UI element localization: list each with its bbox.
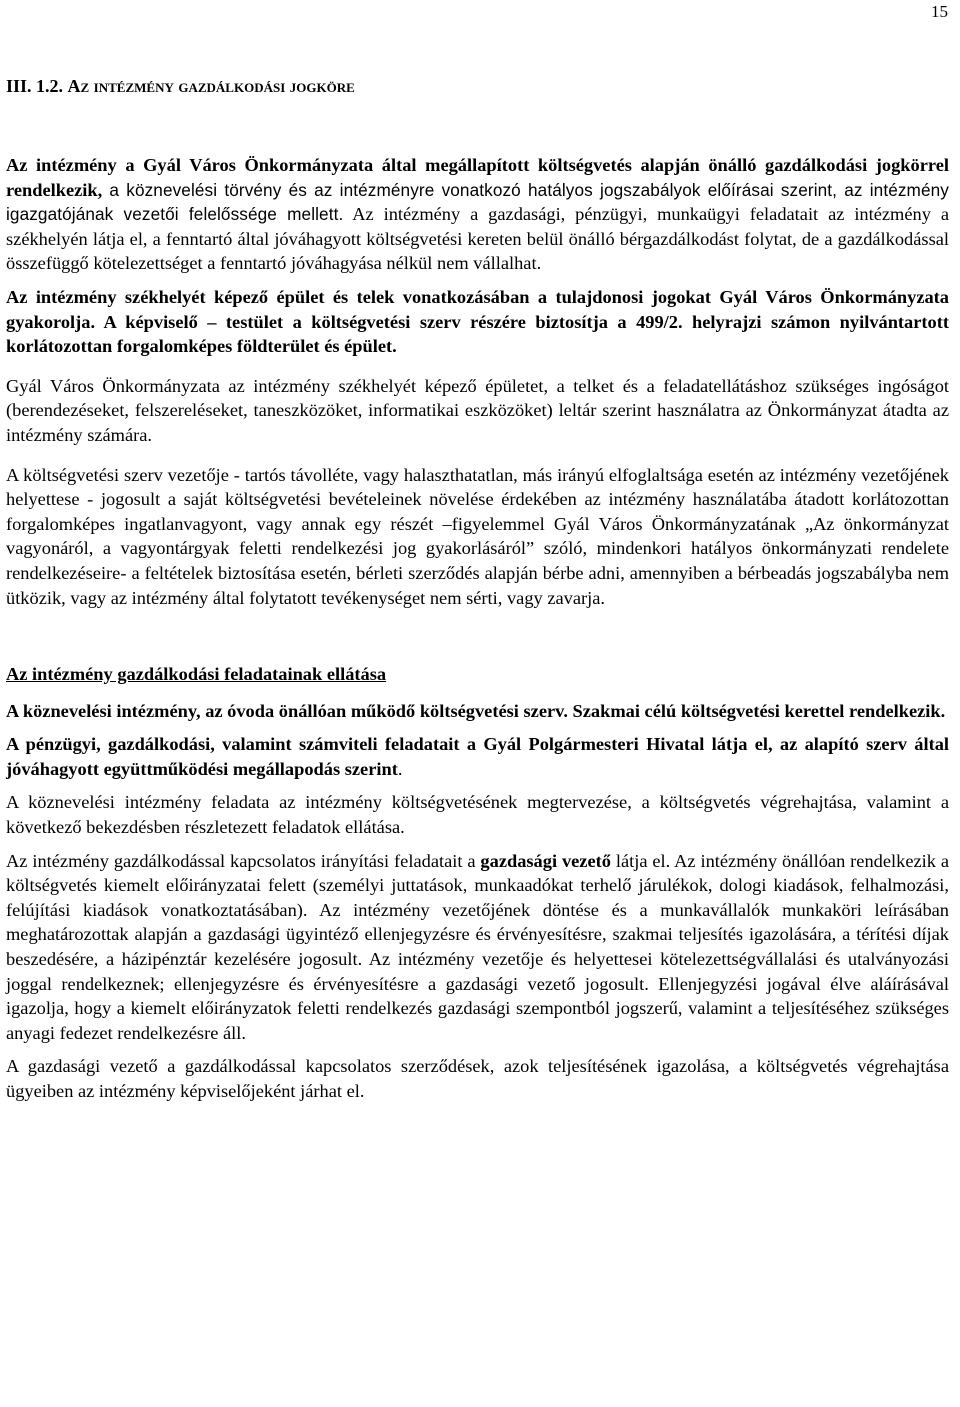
paragraph-financial-tasks bbox=[6, 732, 949, 781]
document-body bbox=[6, 153, 949, 1104]
paragraph-autonomy-rest: Az intézmény a gazdasági, pénzügyi, munkaügyi feladatait az intézmény a székhelyén látja el, a fenntartó által jóváhagyott költségvetési kereten belül önálló bérgazdálkodást folytat, de a gazdálkodással összefüggő kötelezettséget a fenntartó jóváhagyása nélkül nem vállalhat. bbox=[6, 204, 949, 274]
paragraph-economic-leader-bold: gazdasági vezető bbox=[480, 850, 611, 871]
paragraph-budget-status: A köznevelési intézmény, az óvoda önállóan működő költségvetési szerv. Szakmai célú költségvetési kerettel rendelkezik. bbox=[6, 700, 946, 721]
paragraph-representation: A gazdasági vezető a gazdálkodással kapcsolatos szerződések, azok teljesítésének igazolása, a költségvetés végrehajtása ügyeiben az intézmény képviselőjeként járhat el. bbox=[6, 1056, 949, 1101]
paragraph-leasing: A költségvetési szerv vezetője - tartós távolléte, vagy halaszthatatlan, más irányú elfoglaltsága esetén az intézmény vezetőjének helyettese - jogosult a saját költségvetési bevételeinek növelése érdekében az intézmény használatába átadott korlátozottan forgalomképes ingatlanvagyont, vagy annak egy részét –figyelemmel Gyál Város Önkormányzatának „Az önkormányzat vagyonáról, a vagyontárgyak feletti rendelkezési jog gyakorlásáról” szóló, mindenkori hatályos önkormányzati rendelete rendelkezéseire- a feltételek biztosítása esetén, bérleti szerződés alapján bérbe adni, amennyiben a bérbeadás jogszabályba nem ütközik, vagy az intézmény által folytatott tevékenységet nem sérti, vagy zavarja. bbox=[6, 464, 949, 608]
paragraph-economic-leader-before: Az intézmény gazdálkodással kapcsolatos irányítási feladatait a bbox=[6, 850, 481, 871]
section-title-text: Az intézmény gazdálkodási jogköre bbox=[67, 76, 355, 96]
paragraph-autonomy-bold: Az intézmény a Gyál Város Önkormányzata által megállapított költségvetés alapján önálló gazdálkodási jogkörrel rendelkezik, bbox=[6, 155, 949, 200]
paragraph-economic-leader-after: látja el. Az intézmény önállóan rendelkezik a költségvetés kiemelt előirányzatai felett (személyi juttatások, munkaadókat terhelő járulékok, dologi kiadások, felhalmozási, felújítási kiadások vonatkoztatásában). Az intézmény vezetőjének döntése és a munkavállalók munkaköri leírásában meghatározottak alapján a gazdasági ügyintéző ellenjegyzésre és érvényesítésre, szakmai teljesítés igazolására, a térítési díjak beszedésére, a házipénztár kezelésére jogosult. Az intézmény vezetője és helyettesei kötelezettségvállalási és utalványozási joggal rendelkeznek; ellenjegyzésre és érvényesítésre a gazdasági vezető jogosult. Ellenjegyzési jogával élve aláírásával igazolja, hogy a kiemelt előirányzatok feletti rendelkezés gazdasági szempontból jogszerű, valamint a teljesítéséhez szükséges anyagi fedezet rendelkezésre áll. bbox=[6, 850, 950, 1043]
section-number: III. 1.2. bbox=[6, 76, 64, 96]
page-number: 15 bbox=[931, 2, 948, 21]
paragraph-planning: A köznevelési intézmény feladata az intézmény költségvetésének megtervezése, a költségvetés végrehajtása, valamint a következő bekezdésben részletezett feladatok ellátása. bbox=[6, 792, 949, 838]
paragraph-assets: Gyál Város Önkormányzata az intézmény székhelyét képező épületet, a telket és a feladatellátáshoz szükséges ingóságot (berendezéseket, felszereléseket, taneszközöket, informatikai eszközöket) leltár szerint használatra az Önkormányzat átadta az intézmény számára. bbox=[6, 375, 949, 445]
section-title bbox=[6, 74, 355, 99]
paragraph-autonomy bbox=[6, 153, 949, 276]
paragraph-financial-tasks-rest: . bbox=[397, 758, 403, 779]
paragraph-economic-leader bbox=[6, 849, 949, 1046]
paragraph-financial-tasks-bold: A pénzügyi, gazdálkodási, valamint számviteli feladatait a Gyál Polgármesteri Hivatal látja el, az alapító szerv által jóváhagyott együttműködési megállapodás szerint bbox=[6, 734, 949, 779]
subsection-heading: Az intézmény gazdálkodási feladatainak ellátása bbox=[6, 664, 387, 685]
paragraph-autonomy-sans: a köznevelési törvény és az intézményre vonatkozó hatályos jogszabályok előírásai szerint, az intézmény igazgatójának vezetői felelőssége mellett. bbox=[6, 179, 949, 225]
paragraph-ownership: Az intézmény székhelyét képező épület és telek vonatkozásában a tulajdonosi jogokat Gyál Város Önkormányzata gyakorolja. A képviselő – testület a költségvetési szerv részére biztosítja a 499/2. helyrajzi számon nyilvántartott korlátozottan forgalomképes földterület és épület. bbox=[6, 286, 949, 357]
